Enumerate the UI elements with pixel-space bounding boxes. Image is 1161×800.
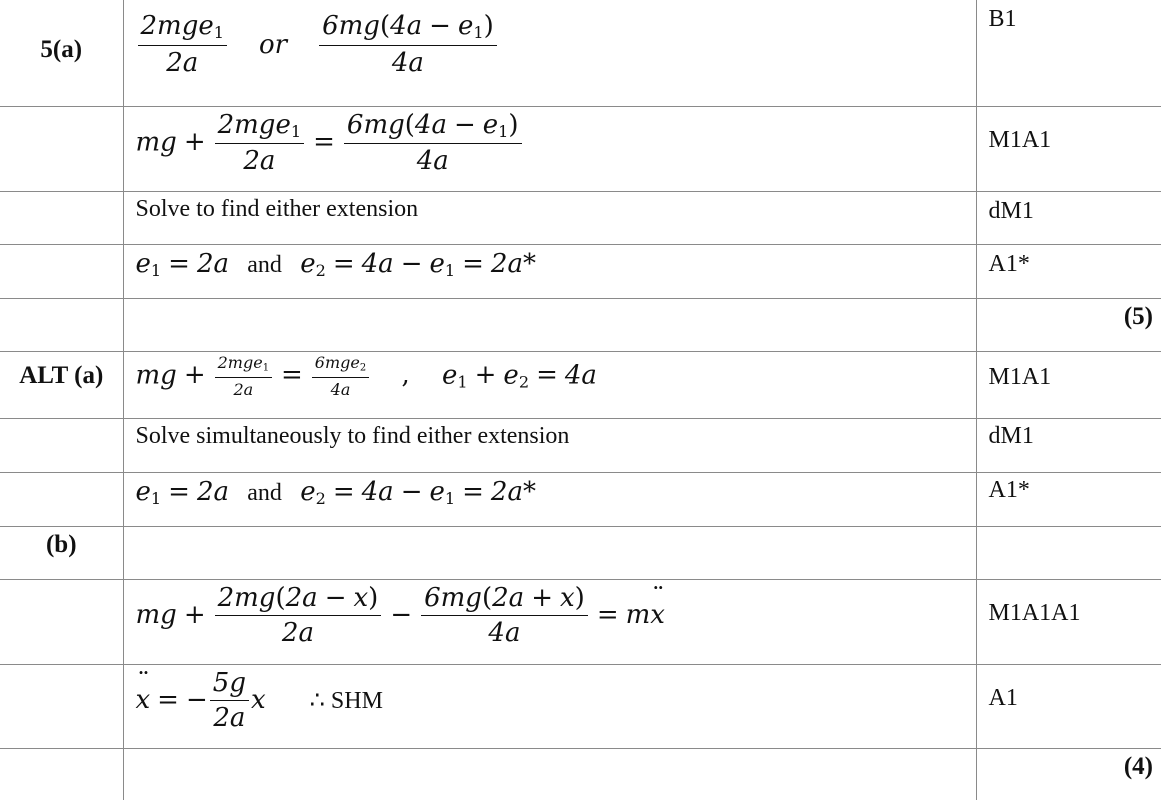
table-row bbox=[0, 526, 1161, 579]
question-label bbox=[0, 106, 123, 191]
mark-cell: dM1 bbox=[976, 191, 1161, 244]
table-row bbox=[0, 579, 1161, 664]
table-row bbox=[0, 244, 1161, 298]
equation: $\frac{6mg(4a - e_1)}{4a}$ bbox=[317, 12, 499, 77]
equation: ¨ x = − $\frac{5g}{2a}$ x bbox=[136, 669, 266, 733]
table-row bbox=[0, 298, 1161, 351]
equation: $e_1 = 2a$ and $e_2 = 4a - e_1 = 2a*$ bbox=[135, 248, 536, 280]
table-row bbox=[0, 106, 1161, 191]
equation: $\frac{2mge_1}{2a}$ bbox=[136, 12, 229, 77]
mark-cell: M1A1A1 bbox=[976, 579, 1161, 664]
mark-cell: A1 bbox=[976, 664, 1161, 748]
question-label bbox=[0, 579, 123, 664]
table-row bbox=[0, 418, 1161, 472]
method-cell: Solve simultaneously to find either extension bbox=[123, 418, 976, 472]
therefore-shm: ∴ SHM bbox=[309, 688, 383, 715]
table-row bbox=[0, 0, 1161, 106]
mark-cell: A1* bbox=[976, 472, 1161, 526]
question-label bbox=[0, 191, 123, 244]
question-label bbox=[0, 472, 123, 526]
mark-cell: B1 bbox=[976, 0, 1161, 106]
method-cell bbox=[123, 298, 976, 351]
mark-cell: A1* bbox=[976, 244, 1161, 298]
mark-cell bbox=[976, 526, 1161, 579]
mark-cell: M1A1 bbox=[976, 106, 1161, 191]
equation: mg + $\frac{2mge_1}{2a}$ = $\frac{6mge_2}{4a}$ , $e_1 + e_2 = 4a$ bbox=[135, 352, 597, 399]
mark-cell: M1A1 bbox=[976, 351, 1161, 418]
mark-cell: dM1 bbox=[976, 418, 1161, 472]
equation: mg + $\frac{2mg(2a - x)}{2a}$ − $\frac{6mg(2a + x)}{4a}$ = m¨ x bbox=[136, 584, 665, 648]
question-label bbox=[0, 418, 123, 472]
question-label bbox=[0, 748, 123, 800]
question-label bbox=[0, 664, 123, 748]
method-cell: Solve to find either extension bbox=[123, 191, 976, 244]
equation: mg + $\frac{2mge_1}{2a}$ = $\frac{6mg(4a - e_1)}{4a}$ bbox=[136, 111, 524, 176]
total-marks: (5) bbox=[976, 298, 1161, 351]
method-cell bbox=[123, 106, 976, 191]
question-label bbox=[0, 244, 123, 298]
question-label: (b) bbox=[0, 526, 123, 579]
or-label: or bbox=[258, 29, 288, 60]
table-row bbox=[0, 351, 1161, 418]
method-cell bbox=[123, 748, 976, 800]
question-label: ALT (a) bbox=[0, 351, 123, 418]
table-row bbox=[0, 472, 1161, 526]
table-row bbox=[0, 191, 1161, 244]
question-label: 5(a) bbox=[0, 0, 123, 106]
table-row bbox=[0, 664, 1161, 748]
method-cell bbox=[123, 526, 976, 579]
method-cell bbox=[123, 579, 976, 664]
question-label bbox=[0, 298, 123, 351]
method-cell bbox=[123, 0, 976, 106]
method-cell bbox=[123, 664, 976, 748]
method-cell bbox=[123, 351, 976, 418]
equation: $e_1 = 2a$ and $e_2 = 4a - e_1 = 2a*$ bbox=[135, 476, 536, 508]
method-cell bbox=[123, 244, 976, 298]
total-marks: (4) bbox=[976, 748, 1161, 800]
method-cell bbox=[123, 472, 976, 526]
table-row bbox=[0, 748, 1161, 800]
